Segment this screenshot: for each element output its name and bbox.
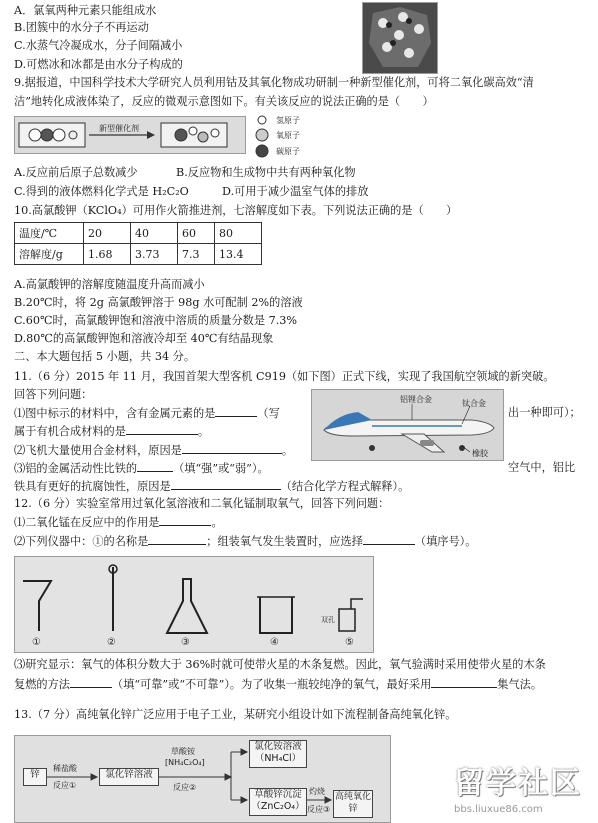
q11-part1-line2: 属于有机合成材料的是 。 [14, 425, 210, 438]
q9-option-a: A.反应前后原子总数减少 [14, 166, 138, 179]
section-2-heading: 二、本大题包括 5 小题，共 34 分。 [14, 350, 196, 363]
table-cell: 7.3 [178, 244, 215, 265]
q11-part3-line2: 铁具有更好的抗腐蚀性，原因是 （结合化学方程式解释）。 [14, 480, 410, 493]
temp-header: 温度/℃ [15, 223, 84, 244]
q11-part1-line1: ⑴图中标示的材料中，含有金属元素的是 （写 [14, 407, 280, 420]
instrument-3-number: ③ [181, 637, 190, 648]
q10-option-c: C.60℃时，高氯酸钾饱和溶液中溶质的质量分数是 7.3% [14, 314, 298, 327]
atom-legend [252, 112, 342, 160]
q9-option-d: D.可用于减少温室气体的排放 [222, 185, 369, 198]
legend-oxygen: 氧原子 [276, 131, 300, 140]
instrument-4-number: ④ [270, 637, 279, 648]
q12-stem: 12.（6 分）实验室常用过氧化氢溶液和二氧化锰制取氧气，回答下列问题： [14, 497, 390, 510]
q11-part2: ⑵飞机大量使用合金材料，原因是 。 [14, 444, 294, 457]
answer-blank [431, 677, 497, 688]
reaction2-label: 反应② [173, 783, 197, 792]
zinc-box: 锌 [23, 768, 47, 786]
table-row [15, 244, 262, 265]
legend-hydrogen: 氢原子 [276, 116, 300, 125]
q12-part2: ⑵下列仪器中：①的名称是 ；组装氧气发生装置时，应选择 （填序号）。 [14, 535, 477, 548]
table-cell: 20 [84, 223, 131, 244]
table-row [15, 223, 262, 244]
product-box: 高纯氧化锌 [333, 790, 373, 818]
watermark-brand: 留学社区 [454, 766, 582, 801]
table-cell: 80 [215, 223, 262, 244]
q11-prompt: 回答下列问题： [14, 388, 93, 401]
q12-part1: ⑴二氧化锰在反应中的作用是 。 [14, 516, 223, 529]
answer-blank [159, 515, 211, 526]
hcl-label: 稀盐酸 [53, 764, 77, 773]
q10-option-a: A.高氯酸钾的溶解度随温度升高而减小 [14, 278, 205, 291]
answer-blank [171, 479, 281, 490]
q9-option-b: B.反应物和生成物中共有两种氧化物 [176, 166, 356, 179]
q11-part3-line1: ⑶铝的金属活动性比铁的 （填“强”或“弱”）。 [14, 462, 269, 475]
reaction1-label: 反应① [53, 781, 77, 790]
watermark-url: bbs.liuxue86.com [454, 804, 543, 815]
q11-part3-tail: 空气中，铝比 [508, 461, 576, 474]
plane-label-al-li: 铝锂合金 [400, 395, 432, 404]
zncl2-box: 氯化锌溶液 [99, 768, 159, 786]
catalyst-label: 新型催化剂 [99, 124, 139, 133]
burn-label: 灼烧 [309, 787, 325, 796]
instrument-2-number: ② [107, 637, 116, 648]
q8-option-b: B.团簇中的水分子不再运动 [14, 21, 149, 34]
q10-stem: 10.高氯酸钾（KClO₄）可用作火箭推进剂，七溶解度如下表。下列说法正确的是（ ） [14, 204, 458, 217]
plane-label-rubber: 橡胶 [472, 449, 488, 458]
legend-carbon: 碳原子 [276, 147, 300, 156]
table-cell: 13.4 [215, 244, 262, 265]
reaction3-label: 反应③ [307, 805, 331, 814]
lab-instruments-image [14, 556, 374, 653]
answer-blank [126, 424, 198, 435]
flow-diagram [14, 735, 391, 823]
nh4cl-box: 氯化铵溶液 （NH₄Cl） [249, 740, 307, 768]
answer-blank [182, 443, 282, 454]
table-cell: 1.68 [84, 244, 131, 265]
q9-stem-line2: 洁”地转化成液体染了，反应的微观示意图如下。有关该反应的说法正确的是（ ） [14, 95, 434, 108]
q8-option-c: C.水蒸气冷凝成水，分子间隔减小 [14, 39, 183, 52]
q11-part1-tail: 出一种即可）； [508, 406, 581, 419]
c919-plane-image [311, 389, 504, 461]
instrument-5-number: ⑤ [345, 637, 354, 648]
q9-stem-line1: 9.据报道，中国科学技术大学研究人员利用钴及其氧化物成功研制一种新型催化剂，可将二氧化碳高效“清 [14, 76, 534, 89]
table-cell: 40 [131, 223, 178, 244]
q12-part3-line1: ⑶研究显示：氧气的体积分数大于 36%时就可使带火星的木条复燃。因此，氧气验满时采用使带火星的木条 [14, 658, 546, 671]
ammonium-oxalate-label: 草酸铵 [171, 747, 195, 756]
znc2o4-box: 草酸锌沉淀 （ZnC₂O₄） [249, 788, 307, 816]
q8-option-a: A．氯氧两种元素只能组成水 [14, 4, 157, 17]
answer-blank [70, 677, 112, 688]
answer-blank [148, 534, 206, 545]
double-hole-label: 双孔 [321, 616, 335, 624]
instrument-1-number: ① [32, 637, 41, 648]
table-cell: 60 [178, 223, 215, 244]
water-cluster-image [362, 2, 438, 74]
table-cell: 3.73 [131, 244, 178, 265]
q10-option-b: B.20℃时，将 2g 高氯酸钾溶于 98g 水可配制 2%的溶液 [14, 296, 303, 309]
answer-blank [215, 406, 257, 417]
answer-blank [137, 461, 173, 472]
q9-option-c: C.得到的液体燃料化学式是 H₂C₂O [14, 185, 189, 198]
q8-option-d: D.可燃冰和冰都是由水分子构成的 [14, 58, 183, 71]
solubility-header: 溶解度/g [15, 244, 84, 265]
answer-blank [363, 534, 415, 545]
watermark [454, 758, 594, 820]
formula-label: [NH₄C₂O₄] [165, 758, 205, 767]
q12-part3-line2: 复燃的方法 （填“可靠”或“不可靠”）。为了收集一瓶较纯净的氧气，最好采用 集气法。 [14, 678, 543, 691]
plane-label-ti: 钛合金 [462, 399, 486, 408]
reaction-diagram [14, 116, 246, 154]
q10-option-d: D.80℃的高氯酸钾饱和溶液冷却至 40℃有结晶现象 [14, 332, 274, 345]
q11-stem: 11.（6 分）2015 年 11 月，我国首架大型客机 C919（如下图）正式下线，实现了我国航空领域的新突破。 [14, 370, 555, 383]
solubility-table [14, 222, 262, 265]
q13-stem: 13.（7 分）高纯氧化锌广泛应用于电子工业，某研究小组设计如下流程制备高纯氧化锌。 [14, 708, 457, 721]
